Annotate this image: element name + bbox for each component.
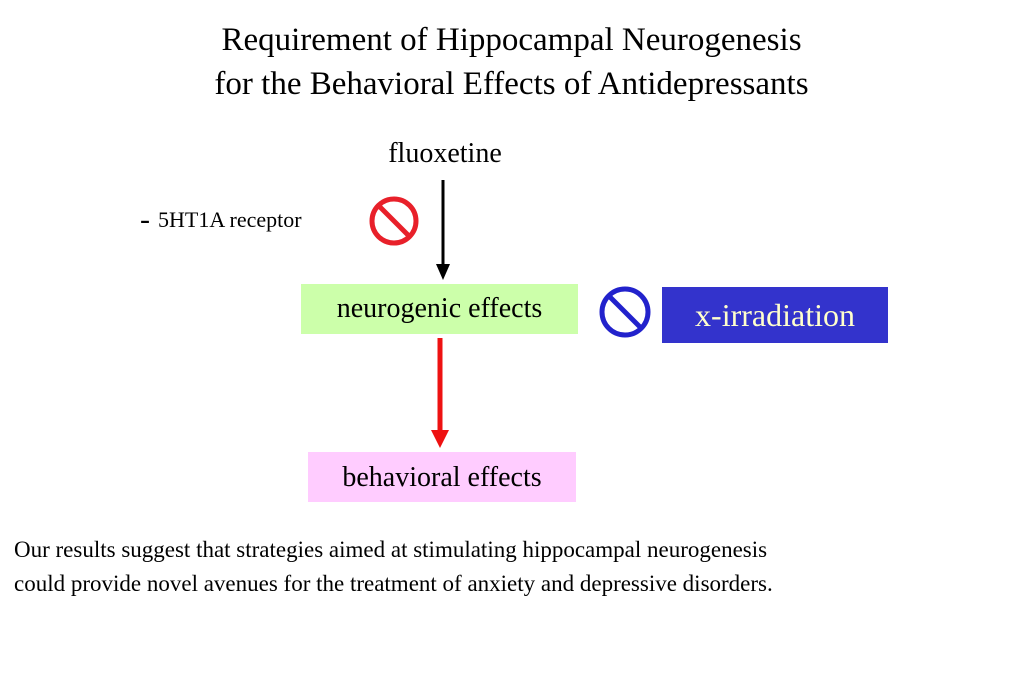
- blue-block-slash: [609, 296, 641, 328]
- blue-block-icon: [602, 289, 648, 335]
- red-arrow: [431, 338, 449, 448]
- receptor-label-group: [140, 202, 302, 238]
- red-block-circle: [372, 199, 416, 243]
- blue-block-circle: [602, 289, 648, 335]
- red-block-icon: [372, 199, 416, 243]
- title-line-1: Requirement of Hippocampal Neurogenesis: [221, 22, 802, 58]
- conclusion-text: [14, 533, 1019, 601]
- red-block-slash: [379, 206, 409, 236]
- neurogenic-effects-box: neurogenic effects: [301, 284, 578, 334]
- black-arrow-head: [436, 264, 450, 280]
- black-arrow: [436, 180, 450, 280]
- receptor-label: 5HT1A receptor: [158, 207, 302, 232]
- red-arrow-head: [431, 430, 449, 448]
- slide-title: [0, 18, 1023, 106]
- fluoxetine-label: fluoxetine: [388, 138, 502, 169]
- behavioral-effects-box: behavioral effects: [308, 452, 576, 502]
- title-line-2: for the Behavioral Effects of Antidepressants: [214, 66, 809, 102]
- x-irradiation-box: x-irradiation: [662, 287, 888, 343]
- receptor-dash: -: [140, 203, 150, 236]
- conclusion-line-2: could provide novel avenues for the treatment of anxiety and depressive disorders.: [14, 571, 773, 596]
- conclusion-line-1: Our results suggest that strategies aimed at stimulating hippocampal neurogenesis: [14, 537, 768, 562]
